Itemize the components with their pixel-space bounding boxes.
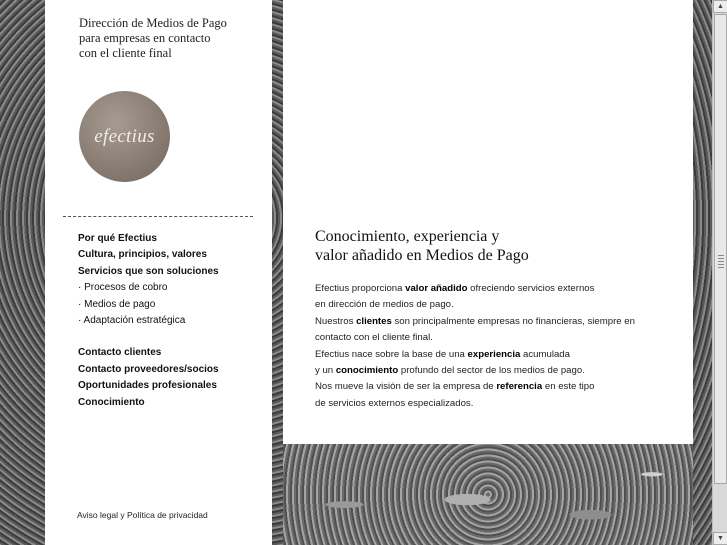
legal-notice-link[interactable]: Aviso legal — [77, 510, 118, 520]
tagline-line: con el cliente final — [79, 46, 172, 60]
nav-item[interactable]: Oportunidades profesionales — [78, 380, 217, 392]
nav-item[interactable]: Servicios que son soluciones — [78, 265, 219, 277]
nav-item[interactable]: Contacto clientes — [78, 347, 162, 359]
background-moss-image — [283, 444, 693, 545]
body-text-segment: en dirección de medios de pago. — [315, 299, 454, 311]
footer-links — [77, 510, 208, 520]
divider — [63, 216, 253, 217]
body-text-segment: ofreciendo servicios externos — [467, 283, 595, 294]
emphasis-text: referencia — [496, 381, 543, 393]
body-text-segment: y un — [315, 365, 336, 377]
grip-icon — [718, 255, 724, 269]
tagline — [79, 16, 259, 61]
nav-item[interactable]: · Medios de pago — [78, 298, 156, 310]
nav-item[interactable]: Contacto proveedores/socios — [78, 363, 219, 375]
body-line — [315, 379, 685, 395]
body-line — [315, 330, 685, 346]
body-text-segment: Nos mueve la visión de ser la empresa de — [315, 381, 497, 393]
vertical-scrollbar[interactable] — [712, 0, 727, 545]
body-line — [315, 363, 685, 379]
body-text-segment: de servicios externos especializados. — [315, 397, 474, 409]
tagline-line: Dirección de Medios de Pago — [79, 16, 227, 30]
emphasis-text: conocimiento — [335, 365, 399, 377]
emphasis-text: clientes — [356, 315, 392, 327]
body-text-segment: Efectius nace sobre la base de una — [315, 348, 468, 360]
nav-item[interactable]: Por qué Efectius — [78, 233, 157, 244]
emphasis-text: valor añadido — [405, 283, 468, 294]
scroll-thumb[interactable] — [714, 14, 727, 484]
body-line — [315, 281, 685, 297]
body-text-segment: son principalmente empresas no financieras, siempre en — [391, 315, 635, 327]
footer-separator: y — [120, 510, 125, 520]
content-heading — [315, 227, 675, 265]
nav-item[interactable]: · Adaptación estratégica — [78, 315, 186, 327]
heading-line: valor añadido en Medios de Pago — [315, 247, 529, 264]
arrow-up-icon: ▲ — [717, 3, 724, 10]
content-body — [315, 281, 685, 412]
body-text-segment: Efectius proporciona — [315, 283, 406, 294]
body-text-segment: Nuestros — [315, 315, 357, 327]
logo-text: efectius — [94, 125, 155, 147]
body-text-segment: profundo del sector de los medios de pago. — [398, 365, 585, 377]
body-line — [315, 314, 685, 330]
nav-item[interactable]: Cultura, principios, valores — [78, 249, 207, 261]
scroll-up-button[interactable] — [713, 0, 727, 13]
emphasis-text: experiencia — [467, 348, 521, 360]
privacy-policy-link[interactable]: Política de privacidad — [126, 510, 208, 520]
arrow-down-icon: ▼ — [717, 535, 724, 542]
efectius-logo[interactable] — [79, 91, 170, 182]
scroll-down-button[interactable] — [713, 532, 727, 545]
main-content — [283, 0, 693, 444]
body-text-segment: contacto con el cliente final. — [315, 332, 433, 344]
nav-item[interactable]: · Procesos de cobro — [78, 282, 168, 294]
body-line — [315, 347, 685, 363]
body-text-segment: en este tipo — [542, 381, 595, 393]
body-line — [315, 396, 685, 412]
body-line — [315, 297, 685, 313]
tagline-line: para empresas en contacto — [79, 31, 211, 45]
main-nav — [78, 231, 219, 411]
sidebar — [45, 0, 272, 545]
heading-line: Conocimiento, experiencia y — [315, 228, 500, 245]
nav-item[interactable]: Conocimiento — [78, 396, 145, 408]
body-text-segment: acumulada — [520, 348, 570, 360]
